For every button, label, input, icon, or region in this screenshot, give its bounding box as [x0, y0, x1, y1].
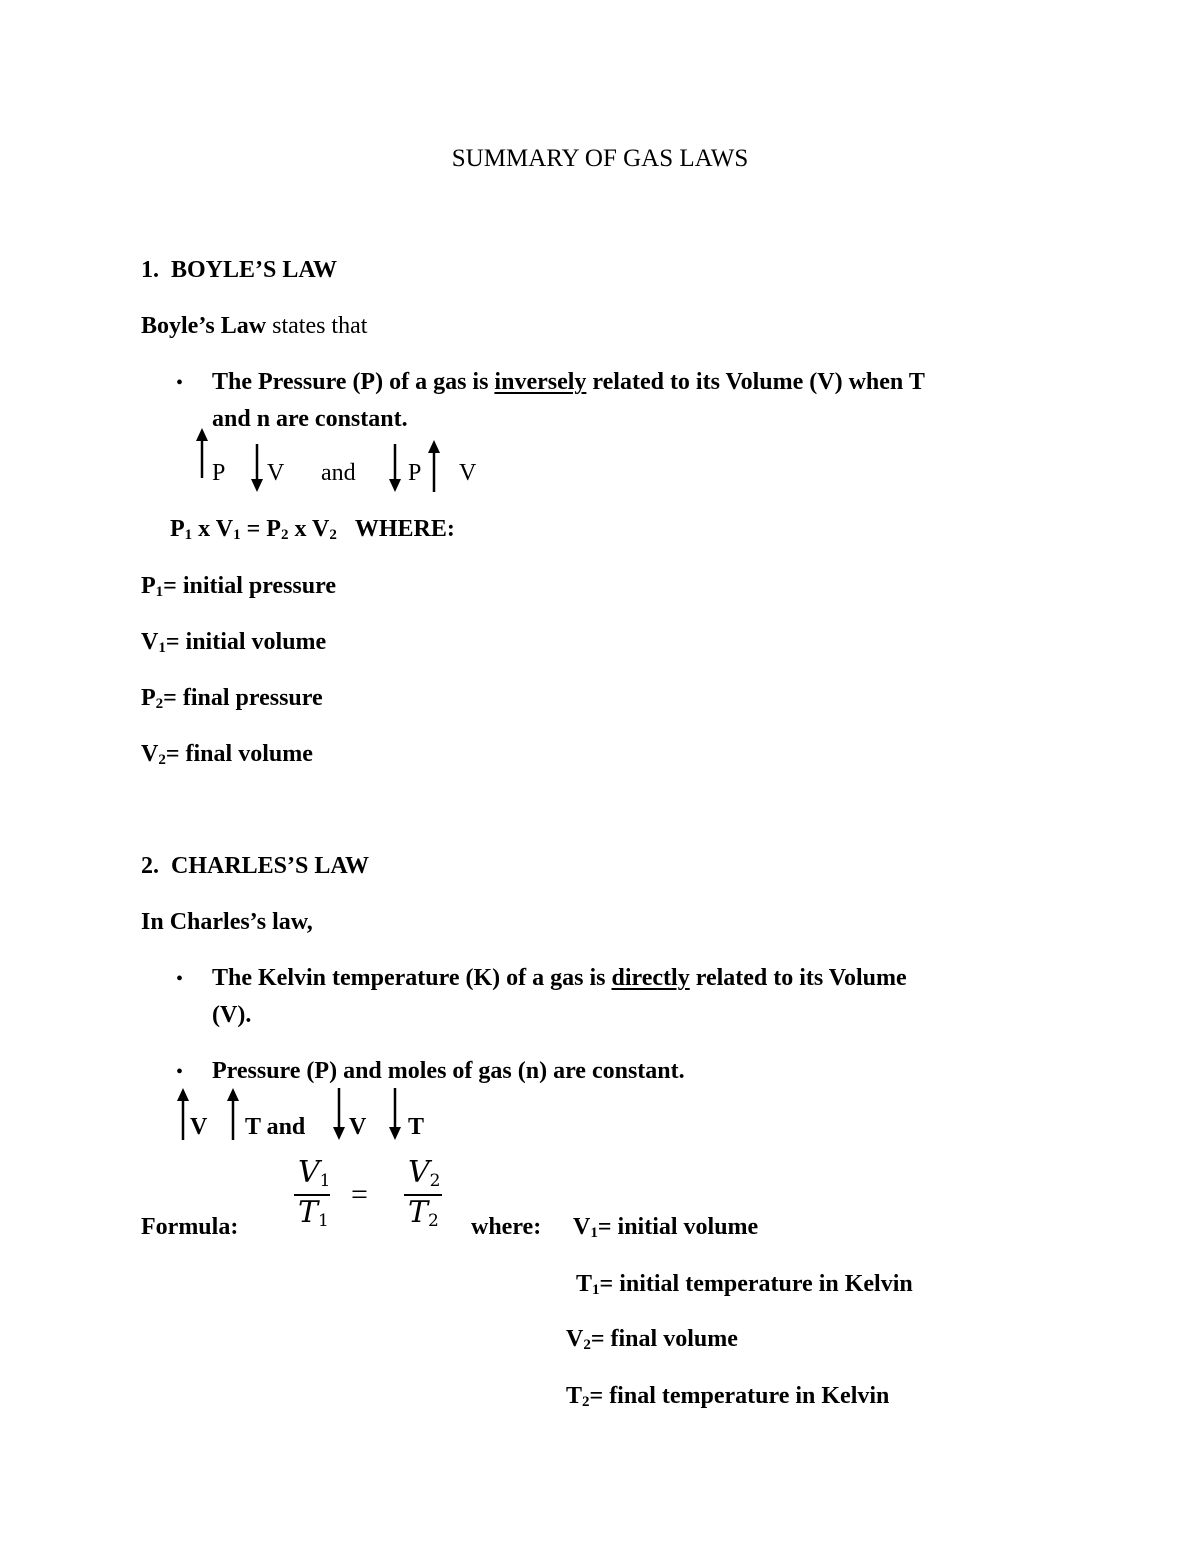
bullet-icon: •: [176, 968, 184, 990]
definition-item: [141, 686, 323, 710]
section-heading-boyle: [141, 258, 337, 282]
equals-sign: =: [351, 1178, 368, 1211]
frac-symbol: V: [408, 1155, 430, 1190]
down-arrow-icon: [331, 1088, 347, 1140]
statement-text: related to its Volume: [689, 965, 907, 991]
down-arrow-icon: [249, 444, 265, 492]
def-symbol: P: [141, 573, 156, 599]
formula-symbol: P: [170, 516, 185, 542]
charles-statement-line2: (V).: [212, 1002, 252, 1028]
def-symbol: V: [573, 1214, 591, 1240]
up-arrow-icon: [426, 440, 442, 492]
def-subscript: 2: [583, 1337, 591, 1353]
where-label: where:: [471, 1214, 542, 1240]
statement-emphasis: directly: [611, 965, 690, 991]
def-symbol: V: [141, 741, 159, 767]
statement-emphasis: inversely: [494, 369, 587, 395]
charles-statement: [212, 966, 907, 990]
statement-text: The Kelvin temperature (K) of a gas is: [212, 965, 612, 991]
section-title: CHARLES’S LAW: [171, 853, 370, 879]
def-subscript: 2: [158, 752, 166, 768]
section-heading-charles: [141, 854, 369, 878]
arrow-label-v: V: [190, 1114, 208, 1140]
def-subscript: 2: [582, 1394, 590, 1410]
formula-subscript: 1: [184, 527, 193, 543]
charles-statement-2: Pressure (P) and moles of gas (n) are constant.: [212, 1058, 685, 1084]
formula-symbol: V: [215, 516, 234, 542]
def-text: = initial volume: [165, 629, 327, 655]
down-arrow-icon: [387, 1088, 403, 1140]
boyle-statement: [212, 370, 925, 394]
def-subscript: 2: [155, 696, 164, 712]
up-arrow-icon: [225, 1088, 241, 1140]
section-number: 2.: [141, 853, 159, 879]
arrow-label-t: T: [408, 1114, 425, 1140]
formula-subscript: 2: [280, 527, 289, 543]
formula-symbol: P: [266, 516, 281, 542]
up-arrow-icon: [175, 1088, 191, 1140]
def-text: = final volume: [590, 1326, 738, 1352]
fraction-denominator: [408, 1195, 439, 1231]
arrow-label-v: V: [267, 460, 285, 486]
formula-operator: x: [288, 516, 313, 542]
boyle-intro: [141, 314, 367, 338]
def-symbol: T: [576, 1271, 593, 1297]
def-text: = initial pressure: [163, 573, 336, 599]
page-title: SUMMARY OF GAS LAWS: [451, 145, 749, 172]
formula-subscript: 2: [329, 527, 337, 543]
charles-intro: In Charles’s law,: [141, 909, 313, 935]
arrow-label-v: V: [349, 1114, 367, 1140]
definition-item: [576, 1272, 913, 1296]
frac-subscript: 1: [319, 1171, 331, 1191]
section-number: 1.: [141, 257, 159, 283]
up-arrow-icon: [194, 428, 210, 478]
def-text: = initial temperature in Kelvin: [599, 1271, 913, 1297]
def-subscript: 1: [590, 1225, 598, 1241]
arrow-label-p: P: [212, 460, 226, 486]
statement-text: related to its Volume (V) when T: [586, 369, 925, 395]
def-text: = final volume: [165, 741, 313, 767]
frac-symbol: T: [298, 1195, 319, 1230]
formula-where: WHERE:: [354, 516, 455, 542]
arrow-and: and: [321, 460, 356, 486]
formula-symbol: V: [312, 516, 330, 542]
bullet-icon: •: [176, 1061, 184, 1083]
frac-subscript: 2: [428, 1211, 439, 1231]
formula-operator: x: [192, 516, 216, 542]
boyle-intro-rest: states that: [266, 313, 368, 339]
boyle-intro-bold: Boyle’s Law: [141, 313, 267, 339]
frac-symbol: V: [298, 1155, 320, 1190]
definition-item: [141, 574, 336, 598]
fraction-numerator: [408, 1155, 441, 1191]
frac-subscript: 1: [318, 1211, 329, 1231]
boyle-formula: [170, 517, 455, 541]
fraction-denominator: [298, 1195, 329, 1231]
frac-symbol: T: [408, 1195, 429, 1230]
fraction-numerator: [298, 1155, 331, 1191]
frac-subscript: 2: [429, 1171, 441, 1191]
arrow-label-t-and: T and: [245, 1114, 306, 1140]
def-subscript: 1: [158, 640, 166, 656]
def-symbol: V: [141, 629, 159, 655]
boyle-statement-line2: and n are constant.: [212, 406, 408, 432]
statement-text: The Pressure (P) of a gas is: [212, 369, 495, 395]
def-symbol: T: [566, 1383, 583, 1409]
formula-label: Formula:: [141, 1214, 239, 1240]
definition-item: [141, 742, 313, 766]
down-arrow-icon: [387, 444, 403, 492]
def-subscript: 1: [155, 584, 164, 600]
section-title: BOYLE’S LAW: [171, 257, 338, 283]
definition-item: [566, 1327, 738, 1351]
definition-item: [566, 1384, 889, 1408]
def-text: = final temperature in Kelvin: [589, 1383, 890, 1409]
formula-operator: =: [240, 516, 267, 542]
def-text: = final pressure: [163, 685, 323, 711]
def-symbol: P: [141, 685, 156, 711]
arrow-label-v: V: [459, 460, 477, 486]
definition-item: [141, 630, 326, 654]
arrow-label-p: P: [408, 460, 422, 486]
formula-subscript: 1: [233, 527, 241, 543]
def-subscript: 1: [592, 1282, 600, 1298]
def-symbol: V: [566, 1326, 584, 1352]
bullet-icon: •: [176, 372, 184, 394]
definition-item: [573, 1215, 758, 1239]
def-text: = initial volume: [597, 1214, 759, 1240]
